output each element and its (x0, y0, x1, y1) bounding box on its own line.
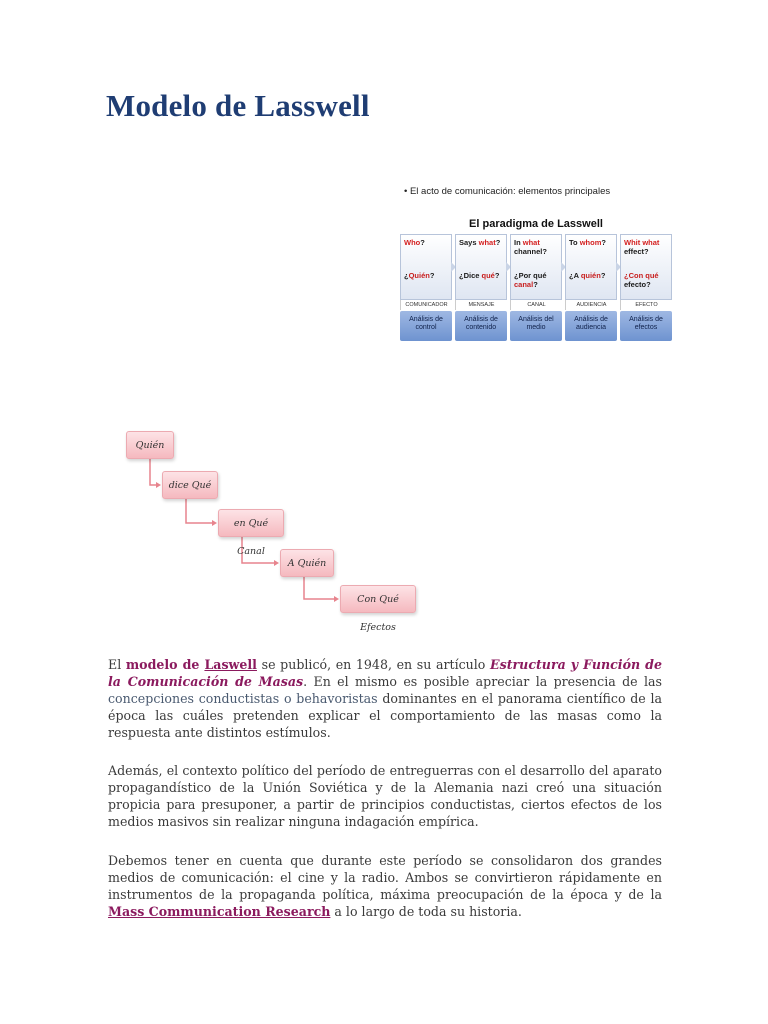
step-connector (186, 499, 215, 523)
highlight-word: qué (481, 271, 495, 280)
highlight-word: Who (404, 238, 421, 247)
figure-title: El paradigma de Lasswell (469, 218, 603, 230)
text-segment: ? (495, 238, 501, 247)
connector-arrowhead (156, 482, 161, 488)
text-segment: ? (494, 271, 500, 280)
question-box (565, 234, 617, 300)
highlight-word: whom (579, 238, 602, 247)
question-box (455, 234, 507, 300)
text-segment: Debemos tener en cuenta que durante este período se consolidaron dos grandes medios de comunicación: el cine y la radio. Ambos se convirtieron rápidamente en instrumentos de la propaganda política, máxima preocupación de la época y de la (108, 853, 662, 902)
text-segment: El (108, 657, 126, 672)
step-box: Quién (126, 431, 174, 459)
text-segment: channel? (514, 247, 547, 256)
english-question (569, 238, 606, 247)
connector-arrowhead (212, 520, 217, 526)
english-question (404, 238, 425, 247)
text-segment: To (569, 238, 580, 247)
highlight-word: Quién (408, 271, 430, 280)
figure-bullet-text: • El acto de comunicación: elementos principales (404, 186, 611, 197)
highlight-word: quién (580, 271, 601, 280)
text-segment: efecto? (624, 280, 651, 289)
paradigm-column (565, 234, 617, 341)
paragraph-media (108, 852, 662, 920)
highlight-word: Whit what (624, 238, 660, 247)
lasswell-paradigm-figure (398, 180, 674, 345)
text-segment: ¿A (569, 271, 581, 280)
highlight-word: what (522, 238, 540, 247)
text-segment: ? (420, 238, 425, 247)
connector-arrowhead (334, 596, 339, 602)
question-box (400, 234, 452, 300)
text-segment: ¿Por qué (514, 271, 547, 280)
analysis-box: Análisis del medio (510, 311, 562, 341)
step-box: Con Qué Efectos (340, 585, 416, 613)
paragraph-context: Además, el contexto político del período de entreguerras con el desarrollo del aparato propagandístico de la Unión Soviética y de la Alemania nazi creó una situación propicia para presuponer, a partir de principios conductistas, ciertos efectos de los medios masivos sin realizar ninguna indagación empírica. (108, 763, 662, 829)
text-segment: ? (533, 280, 538, 289)
laswell-link[interactable]: Laswell (204, 657, 257, 672)
text-segment: ? (601, 238, 606, 247)
paragraph-intro (108, 656, 662, 741)
spanish-question (514, 271, 561, 289)
spanish-question (404, 271, 434, 280)
paradigm-grid (400, 234, 672, 341)
role-label: CANAL (510, 300, 562, 310)
highlight-word: ¿Con qué (624, 271, 659, 280)
article-title: Estructura y Función de la Comunicación de Masas (108, 657, 662, 689)
mass-communication-research-link[interactable]: Mass Communication Research (108, 904, 331, 919)
highlight-word: canal (514, 280, 534, 289)
text-segment: . En el mismo es posible apreciar la presencia de las (303, 674, 662, 689)
text-segment: se publicó, en 1948, en su artículo (256, 657, 491, 672)
role-label: MENSAJE (455, 300, 507, 310)
role-label: EFECTO (620, 300, 672, 310)
spanish-question (569, 271, 605, 280)
text-segment: ¿ (404, 271, 409, 280)
english-question (514, 238, 561, 256)
step-box: dice Qué (162, 471, 218, 499)
paradigm-column (455, 234, 507, 341)
text-segment: ? (600, 271, 606, 280)
text-segment: ? (429, 271, 435, 280)
english-question (624, 238, 671, 256)
spanish-question (459, 271, 499, 280)
highlight-word: what (478, 238, 496, 247)
highlight-concepts: concepciones conductistas o behavoristas (108, 691, 378, 706)
step-box: A Quién (280, 549, 334, 577)
analysis-box: Análisis de control (400, 311, 452, 341)
text-segment: a lo largo de toda su historia. (330, 904, 522, 919)
highlight-modelo: modelo de (125, 657, 205, 672)
role-label: COMUNICADOR (400, 300, 452, 310)
text-segment: In (514, 238, 523, 247)
question-box (510, 234, 562, 300)
question-box (620, 234, 672, 300)
step-connector (150, 459, 159, 485)
text-segment: effect? (624, 247, 649, 256)
step-box: en Qué Canal (218, 509, 284, 537)
paradigm-column (510, 234, 562, 341)
page-title: Modelo de Lasswell (106, 88, 370, 123)
text-segment: Says (459, 238, 479, 247)
text-segment: dominantes en el panorama científico de la época las cuáles pretenden explicar el comportamiento de las masas como la respuesta ante distintos estímulos. (108, 691, 662, 740)
step-connector (304, 577, 337, 599)
paradigm-column (620, 234, 672, 341)
paradigm-column (400, 234, 452, 341)
analysis-box: Análisis de audiencia (565, 311, 617, 341)
analysis-box: Análisis de contenido (455, 311, 507, 341)
connector-arrowhead (274, 560, 279, 566)
english-question (459, 238, 500, 247)
analysis-box: Análisis de efectos (620, 311, 672, 341)
role-label: AUDIENCIA (565, 300, 617, 310)
spanish-question (624, 271, 671, 289)
text-segment: ¿Dice (459, 271, 482, 280)
